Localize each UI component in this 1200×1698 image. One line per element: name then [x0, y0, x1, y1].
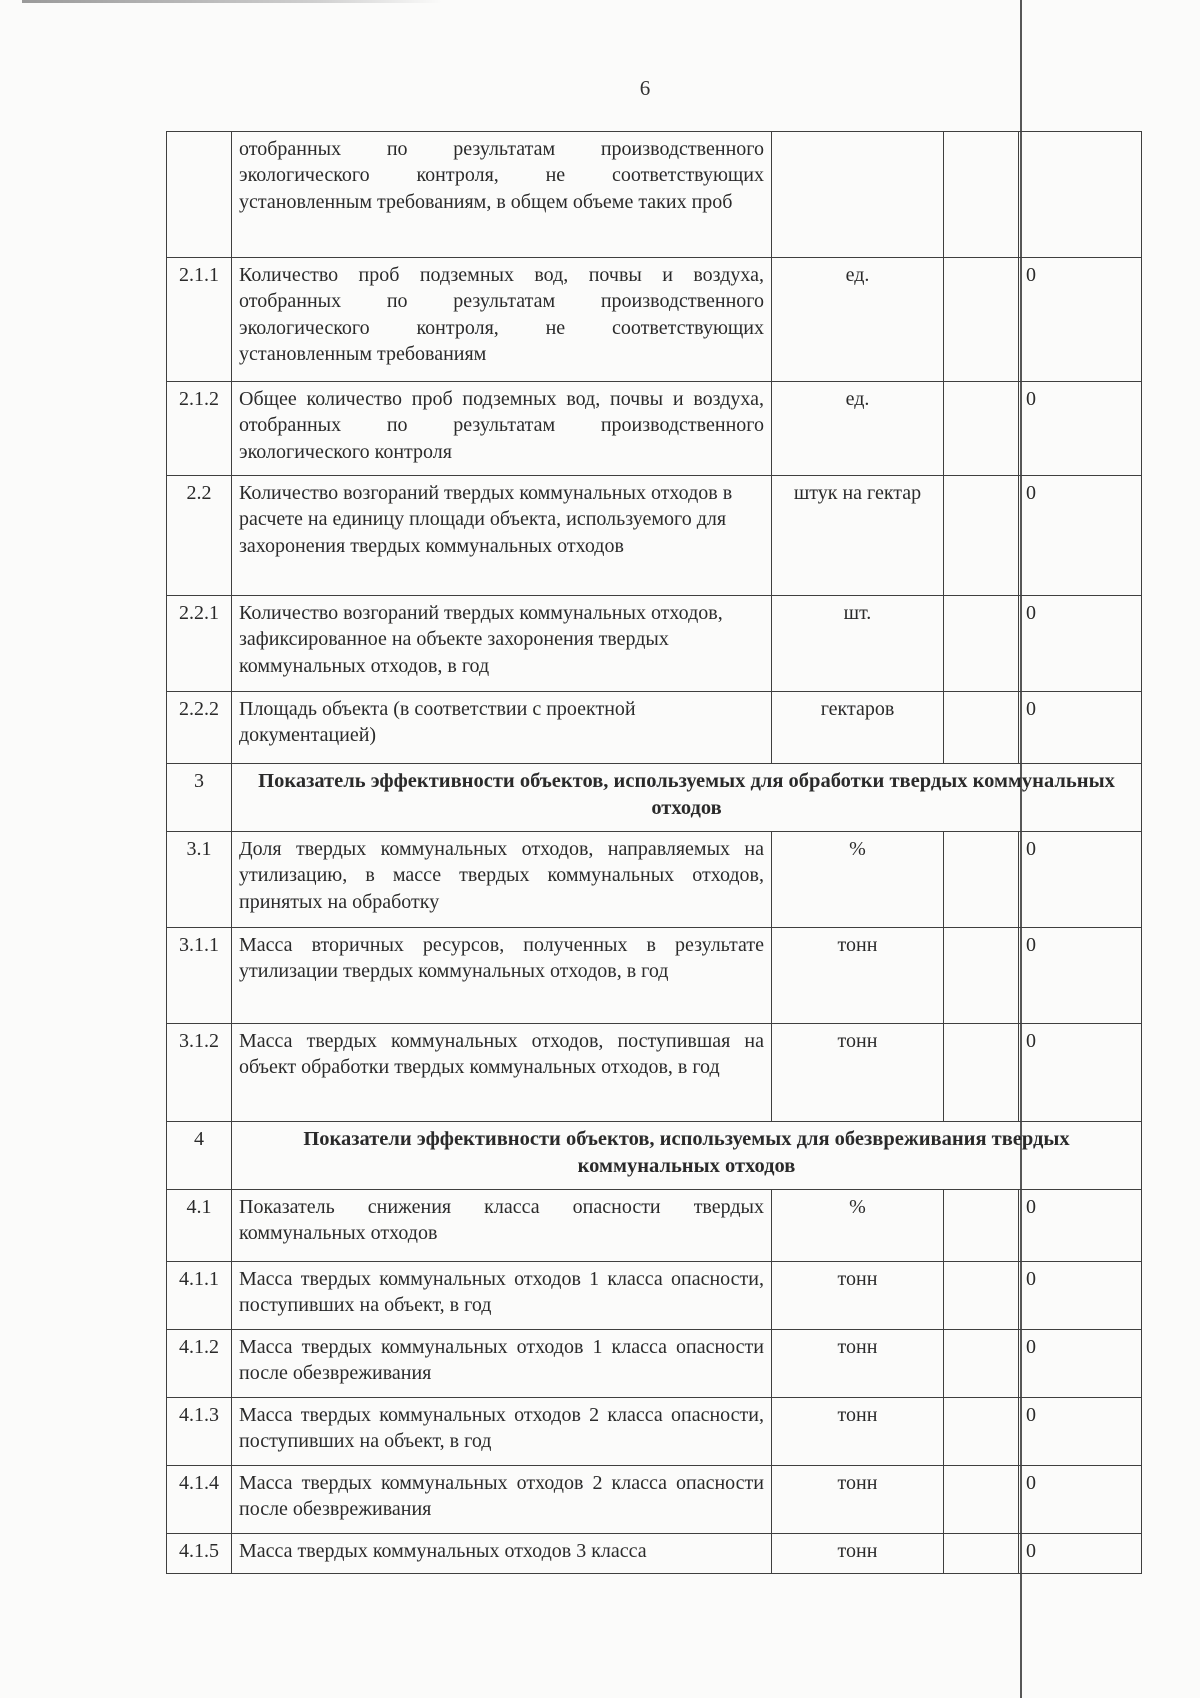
table-row [167, 596, 1142, 692]
section-row [167, 1122, 1142, 1190]
table-row [167, 476, 1142, 596]
table-row [167, 132, 1142, 258]
unit-cell: % [772, 832, 944, 928]
row-number: 4.1.4 [167, 1466, 232, 1534]
value-cell: 0 [1019, 692, 1142, 764]
scan-edge-line [22, 0, 442, 3]
section-title: Показатели эффективности объектов, используемых для обезвреживания твердых коммунальных отходов [232, 1122, 1142, 1190]
empty-cell [944, 1190, 1019, 1262]
row-number: 4.1.2 [167, 1330, 232, 1398]
unit-cell: тонн [772, 1330, 944, 1398]
value-cell: 0 [1019, 1534, 1142, 1574]
table-row [167, 258, 1142, 382]
unit-cell: тонн [772, 1466, 944, 1534]
unit-cell: ед. [772, 258, 944, 382]
unit-cell [772, 132, 944, 258]
empty-cell [944, 1024, 1019, 1122]
unit-cell: тонн [772, 1262, 944, 1330]
indicator-text: Количество проб подземных вод, почвы и воздуха, отобранных по результатам производственного экологического контроля, не соответствующих установленным требованиям [232, 258, 772, 382]
table-row [167, 1262, 1142, 1330]
value-cell: 0 [1019, 1398, 1142, 1466]
value-cell: 0 [1019, 596, 1142, 692]
section-number: 3 [167, 764, 232, 832]
value-cell: 0 [1019, 1190, 1142, 1262]
row-number: 4.1 [167, 1190, 232, 1262]
indicator-text: Доля твердых коммунальных отходов, направляемых на утилизацию, в массе твердых коммунальных отходов, принятых на обработку [232, 832, 772, 928]
indicator-text: Масса вторичных ресурсов, полученных в результате утилизации твердых коммунальных отходов, в год [232, 928, 772, 1024]
row-number: 2.2.1 [167, 596, 232, 692]
row-number: 2.2 [167, 476, 232, 596]
empty-cell [944, 258, 1019, 382]
indicator-text: отобранных по результатам производственного экологического контроля, не соответствующих установленным требованиям, в общем объеме таких проб [232, 132, 772, 258]
table-row [167, 1190, 1142, 1262]
value-cell: 0 [1019, 258, 1142, 382]
empty-cell [944, 132, 1019, 258]
section-row [167, 764, 1142, 832]
value-cell: 0 [1019, 1330, 1142, 1398]
unit-cell: штук на гектар [772, 476, 944, 596]
page-number: 6 [639, 76, 651, 100]
table-row [167, 928, 1142, 1024]
value-cell [1019, 132, 1142, 258]
row-number [167, 132, 232, 258]
empty-cell [944, 1534, 1019, 1574]
table-row [167, 1330, 1142, 1398]
row-number: 4.1.1 [167, 1262, 232, 1330]
row-number: 4.1.5 [167, 1534, 232, 1574]
table-row [167, 1398, 1142, 1466]
row-number: 4.1.3 [167, 1398, 232, 1466]
table-row [167, 1466, 1142, 1534]
value-cell: 0 [1019, 476, 1142, 596]
empty-cell [944, 1262, 1019, 1330]
indicator-text: Масса твердых коммунальных отходов 3 класса [232, 1534, 772, 1574]
empty-cell [944, 928, 1019, 1024]
table-row [167, 832, 1142, 928]
row-number: 2.1.2 [167, 382, 232, 476]
indicator-text: Площадь объекта (в соответствии с проектной документацией) [232, 692, 772, 764]
indicator-text: Общее количество проб подземных вод, почвы и воздуха, отобранных по результатам производственного экологического контроля [232, 382, 772, 476]
empty-cell [944, 832, 1019, 928]
indicator-text: Масса твердых коммунальных отходов 1 класса опасности, поступивших на объект, в год [232, 1262, 772, 1330]
empty-cell [944, 1466, 1019, 1534]
indicators-table [166, 131, 1142, 1574]
value-cell: 0 [1019, 1262, 1142, 1330]
table-row [167, 1534, 1142, 1574]
unit-cell: тонн [772, 1398, 944, 1466]
unit-cell: тонн [772, 1534, 944, 1574]
table-row [167, 692, 1142, 764]
value-cell: 0 [1019, 1466, 1142, 1534]
unit-cell: % [772, 1190, 944, 1262]
empty-cell [944, 692, 1019, 764]
indicator-text: Количество возгораний твердых коммунальных отходов, зафиксированное на объекте захоронения твердых коммунальных отходов, в год [232, 596, 772, 692]
section-number: 4 [167, 1122, 232, 1190]
unit-cell: гектаров [772, 692, 944, 764]
table-row [167, 1024, 1142, 1122]
unit-cell: ед. [772, 382, 944, 476]
value-cell: 0 [1019, 382, 1142, 476]
section-title: Показатель эффективности объектов, используемых для обработки твердых коммунальных отходов [232, 764, 1142, 832]
row-number: 2.2.2 [167, 692, 232, 764]
empty-cell [944, 1330, 1019, 1398]
value-cell: 0 [1019, 928, 1142, 1024]
empty-cell [944, 596, 1019, 692]
empty-cell [944, 476, 1019, 596]
row-number: 3.1.2 [167, 1024, 232, 1122]
value-cell: 0 [1019, 832, 1142, 928]
value-cell: 0 [1019, 1024, 1142, 1122]
indicator-text: Количество возгораний твердых коммунальных отходов в расчете на единицу площади объекта, используемого для захоронения твердых коммунальных отходов [232, 476, 772, 596]
unit-cell: тонн [772, 1024, 944, 1122]
indicator-text: Масса твердых коммунальных отходов 1 класса опасности после обезвреживания [232, 1330, 772, 1398]
indicator-text: Масса твердых коммунальных отходов, поступившая на объект обработки твердых коммунальных отходов, в год [232, 1024, 772, 1122]
unit-cell: шт. [772, 596, 944, 692]
unit-cell: тонн [772, 928, 944, 1024]
row-number: 3.1.1 [167, 928, 232, 1024]
table-row [167, 382, 1142, 476]
indicator-text: Масса твердых коммунальных отходов 2 класса опасности, поступивших на объект, в год [232, 1398, 772, 1466]
indicator-text: Масса твердых коммунальных отходов 2 класса опасности после обезвреживания [232, 1466, 772, 1534]
empty-cell [944, 382, 1019, 476]
indicator-text: Показатель снижения класса опасности твердых коммунальных отходов [232, 1190, 772, 1262]
row-number: 2.1.1 [167, 258, 232, 382]
row-number: 3.1 [167, 832, 232, 928]
empty-cell [944, 1398, 1019, 1466]
